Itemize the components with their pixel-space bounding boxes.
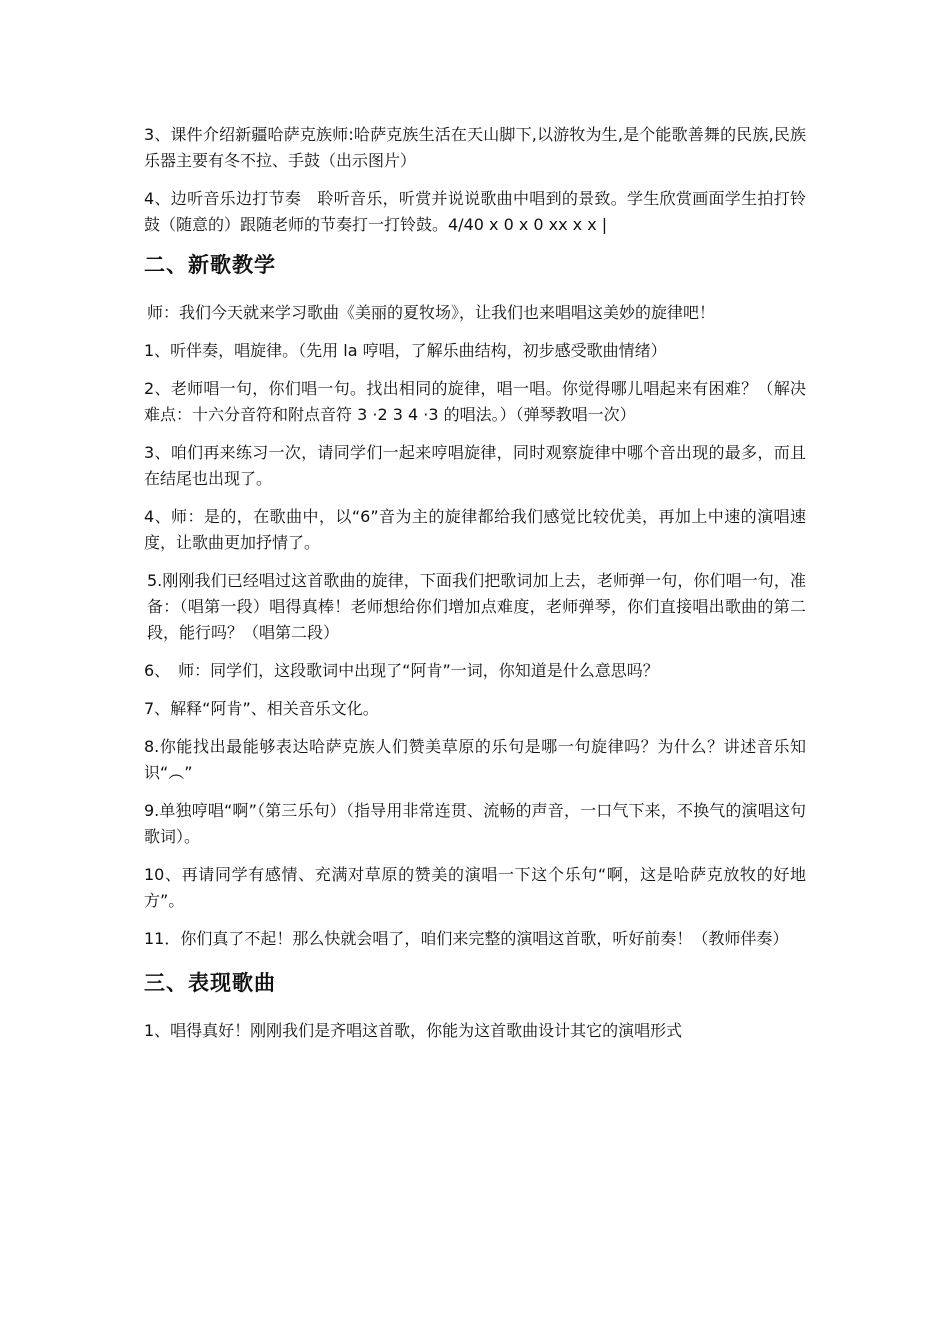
section-heading-perform-song: 三、表现歌曲 (144, 970, 276, 995)
section-heading-new-song: 二、新歌教学 (144, 252, 276, 277)
paragraph-step-4: 4、师：是的，在歌曲中，以“6”音为主的旋律都给我们感觉比较优美，再加上中速的演唱速度，让歌曲更加抒情了。 (144, 507, 806, 552)
paragraph-step-3: 3、咱们再来练习一次，请同学们一起来哼唱旋律，同时观察旋律中哪个音出现的最多，而且在结尾也出现了。 (144, 443, 806, 488)
paragraph-step-5: 5.刚刚我们已经唱过这首歌曲的旋律，下面我们把歌词加上去，老师弹一句，你们唱一句，准备：（唱第一段）唱得真棒！老师想给你们增加点难度，老师弹琴，你们直接唱出歌曲的第二段，能行吗？（唱第二段） (147, 571, 806, 642)
paragraph-perform-1: 1、唱得真好！刚刚我们是齐唱这首歌，你能为这首歌曲设计其它的演唱形式 (144, 1021, 683, 1040)
document-page (144, 122, 806, 1056)
paragraph-step-8: 8.你能找出最能够表达哈萨克族人们赞美草原的乐句是哪一句旋律吗？为什么？讲述音乐知识“︵” (144, 737, 806, 782)
paragraph-teacher-intro: 师：我们今天就来学习歌曲《美丽的夏牧场》，让我们也来唱唱这美妙的旋律吧！ (147, 303, 716, 322)
paragraph-step-2: 2、老师唱一句，你们唱一句。找出相同的旋律，唱一唱。你觉得哪儿唱起来有困难？（解决难点：十六分音符和附点音符 3 ·2 3 4 ·3 的唱法。）（弹琴教唱一次） (144, 379, 806, 424)
paragraph-step-10: 10、再请同学有感情、充满对草原的赞美的演唱一下这个乐句“啊，这是哈萨克放牧的好地方”。 (144, 865, 806, 910)
paragraph-step-7: 7、解释“阿肯”、相关音乐文化。 (144, 699, 379, 718)
paragraph-step-9: 9.单独哼唱“啊”（第三乐句）（指导用非常连贯、流畅的声音，一口气下来，不换气的演唱这句歌词）。 (144, 801, 806, 846)
paragraph-step-11: 11．你们真了不起！那么快就会唱了，咱们来完整的演唱这首歌，听好前奏！（教师伴奏） (144, 929, 789, 948)
paragraph-4-rhythm: 4、边听音乐边打节奏 聆听音乐，听赏并说说歌曲中唱到的景致。学生欣赏画面学生拍打铃鼓（随意的）跟随老师的节奏打一打铃鼓。4/40 x 0 x 0 xx x x | (144, 189, 806, 234)
paragraph-step-6: 6、 师：同学们，这段歌词中出现了“阿肯”一词，你知道是什么意思吗？ (144, 661, 659, 680)
paragraph-3-intro: 3、课件介绍新疆哈萨克族师:哈萨克族生活在天山脚下,以游牧为生,是个能歌善舞的民族,民族乐器主要有冬不拉、手鼓（出示图片） (144, 125, 806, 170)
paragraph-step-1: 1、听伴奏，唱旋律。（先用 la 哼唱，了解乐曲结构，初步感受歌曲情绪） (144, 341, 667, 360)
